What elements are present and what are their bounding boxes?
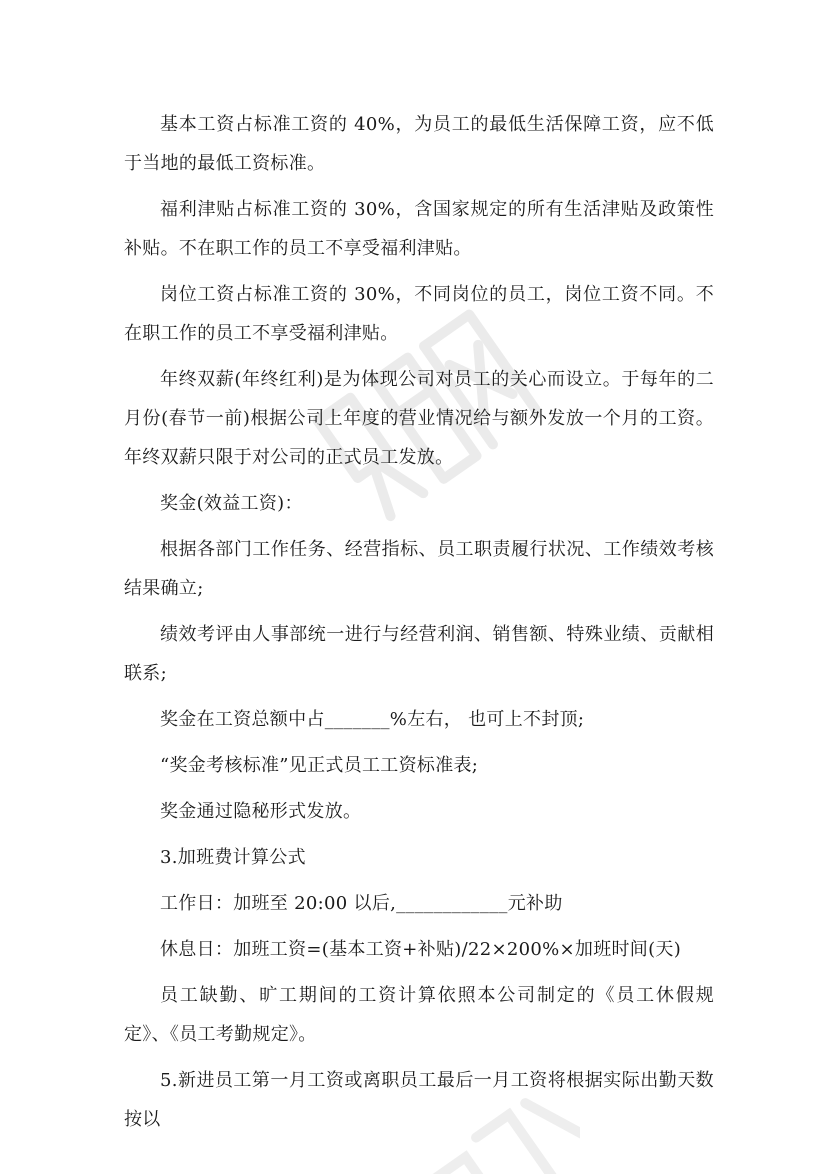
paragraph-bonus-basis: 根据各部门工作任务、经营指标、员工职责履行状况、工作绩效考核结果确立; [124, 539, 714, 599]
paragraph-workday-overtime: 工作日：加班至 20:00 以后,____________元补助 [160, 893, 563, 914]
document-body [124, 105, 714, 1139]
paragraph-bonus-heading: 奖金(效益工资)： [160, 493, 303, 514]
paragraph-bonus-payment: 奖金通过隐秘形式发放。 [160, 801, 362, 822]
paragraph-year-end-bonus: 年终双薪(年终红利)是为体现公司对员工的关心而设立。于每年的二月份(春节一前)根据公司上年度的营业情况给与额外发放一个月的工资。年终双薪只限于对公司的正式员工发放。 [124, 369, 714, 468]
section-heading-overtime: 3.加班费计算公式 [160, 847, 306, 868]
paragraph-new-employee-salary: 5.新进员工第一月工资或离职员工最后一月工资将根据实际出勤天数按以 [124, 1070, 714, 1130]
paragraph-welfare-allowance: 福利津贴占标准工资的 30%，含国家规定的所有生活津贴及政策性补贴。不在职工作的员工不享受福利津贴。 [124, 199, 714, 259]
paragraph-rest-day-overtime: 休息日：加班工资=(基本工资+补贴)/22×200%×加班时间(天) [160, 939, 682, 960]
paragraph-performance-review: 绩效考评由人事部统一进行与经营利润、销售额、特殊业绩、贡献相联系; [124, 624, 714, 684]
paragraph-bonus-standard: “奖金考核标准”见正式员工工资标准表; [160, 755, 479, 776]
paragraph-position-salary: 岗位工资占标准工资的 30%，不同岗位的员工，岗位工资不同。不在职工作的员工不享受福利津贴。 [124, 284, 714, 344]
paragraph-basic-salary: 基本工资占标准工资的 40%，为员工的最低生活保障工资，应不低于当地的最低工资标准。 [124, 114, 714, 174]
paragraph-absence-salary: 员工缺勤、旷工期间的工资计算依照本公司制定的《员工休假规定》、《员工考勤规定》。 [124, 985, 714, 1045]
paragraph-bonus-share: 奖金在工资总额中占_______%左右， 也可上不封顶; [160, 709, 585, 730]
